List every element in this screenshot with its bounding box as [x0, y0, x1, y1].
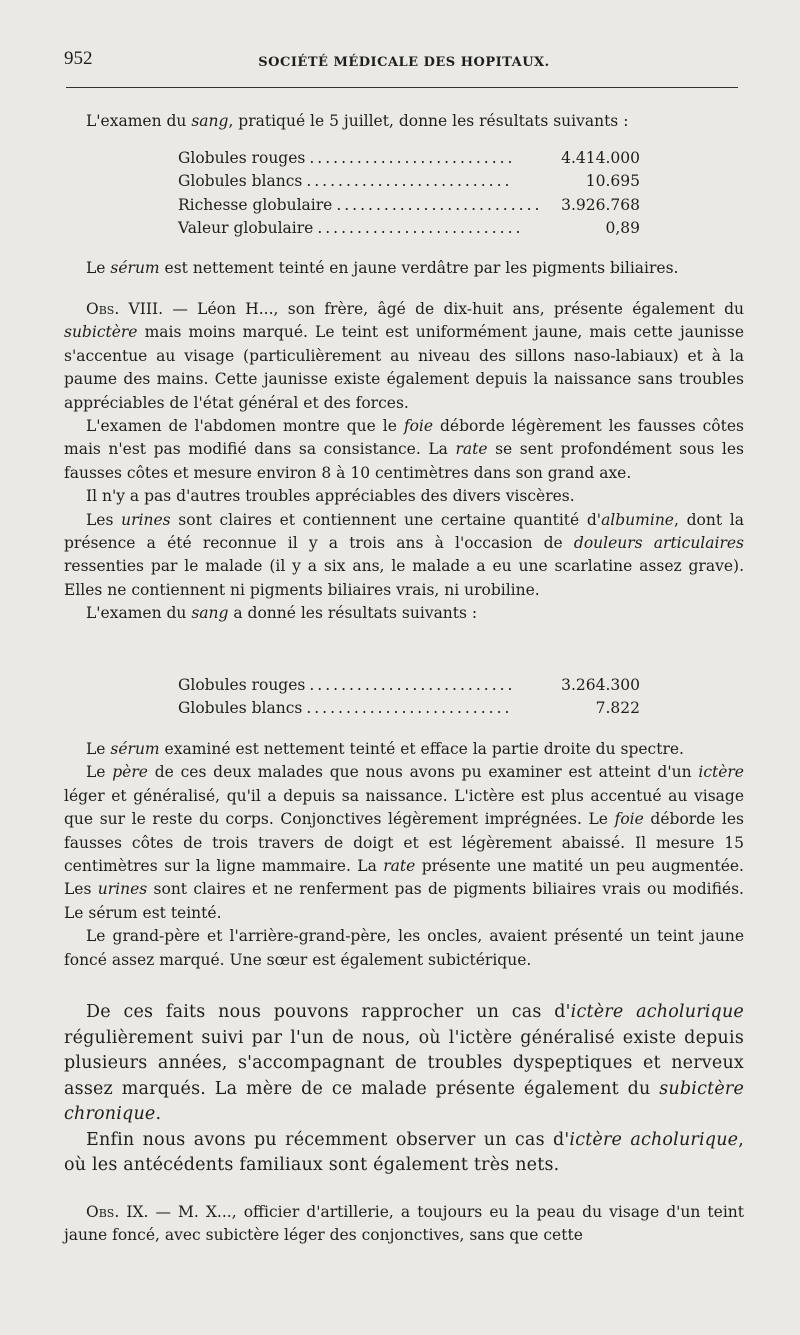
row-label: Globules rouges — [178, 676, 306, 694]
text-run: déborde légèrement les fausses côtes mais n'est pas modifié dans sa consistance. La — [64, 417, 744, 459]
italic-term: ictère acholurique — [569, 1129, 739, 1150]
italic-term: sang — [191, 112, 229, 130]
table-row — [178, 697, 640, 720]
observation-viii — [64, 298, 744, 626]
row-label: Globules blancs — [178, 699, 303, 718]
table-row — [178, 674, 640, 697]
text-run: — M. X..., officier d'artillerie, a toujours eu la peau du visage d'un teint jaune foncé, avec subictère léger des conjonctives, sans que cette — [64, 1203, 744, 1245]
dot-leader: .......................... — [336, 195, 543, 214]
row-label: Globules blancs — [178, 172, 303, 191]
dot-leader: .......................... — [309, 676, 516, 694]
italic-term: sérum — [110, 740, 160, 758]
italic-term: père — [112, 763, 148, 782]
dot-leader: .......................... — [306, 172, 513, 191]
italic-term: foie — [403, 417, 434, 436]
text-run: De ces faits nous pouvons rapprocher un cas d' — [86, 1002, 571, 1022]
paragraph-family-history — [64, 738, 744, 972]
italic-term: subictère — [64, 323, 138, 342]
blood-results-table-1 — [178, 147, 640, 241]
dot-leader: .......................... — [309, 149, 516, 167]
text-run: examiné est nettement teinté et efface la partie droite du spectre. — [159, 740, 684, 758]
row-value: 3.926.768 — [561, 195, 640, 214]
text-run: est nettement teinté en jaune verdâtre par les pigments biliaires. — [159, 259, 679, 277]
text-run: Les — [86, 510, 122, 529]
italic-term: douleurs articulaires — [573, 534, 744, 553]
text-run: mais moins marqué. Le teint est uniformément jaune, mais cette jaunisse s'accentue au visage (particulièrement au niveau des sillons naso-labiaux) et à la paume des mains. Cette jaunisse existe également depuis la naissance sans troubles appréciables de l'état général et des forces. — [64, 323, 744, 412]
italic-term: urines — [121, 510, 171, 529]
text-run: Le — [86, 259, 111, 277]
italic-term: ictère — [698, 763, 744, 782]
text-run: régulièrement suivi par l'un de nous, où l'ictère généralisé existe depuis plusieurs années, s'accompagnant de troubles dyspeptiques et nerveux assez marqués. La mère de ce malade présente également du — [64, 1027, 744, 1099]
page-number: 952 — [64, 48, 93, 69]
text-run: Le — [86, 740, 111, 758]
text-run: . — [155, 1104, 162, 1124]
italic-term: rate — [383, 857, 416, 876]
paragraph-acholuric-cases — [64, 1000, 744, 1179]
text-paragraph: Le grand-père et l'arrière-grand-père, les oncles, avaient présenté un teint jaune foncé assez marqué. Une sœur est également subictérique. — [64, 927, 744, 969]
table-row — [178, 170, 640, 193]
italic-term: subictère chronique — [64, 1078, 744, 1124]
text-run: a donné les résultats suivants : — [228, 604, 478, 623]
italic-term: sang — [191, 604, 229, 623]
row-value: 4.414.000 — [561, 149, 640, 167]
text-run: sont claires et ne renferment pas de pigments biliaires vrais ou modifiés. Le sérum est teinté. — [64, 880, 744, 922]
observation-label: Obs. VIII. — [86, 300, 164, 318]
italic-term: albumine — [601, 510, 674, 529]
text-run: Le — [86, 763, 113, 782]
paragraph-serum-1 — [64, 257, 744, 280]
row-label: Richesse globulaire — [178, 195, 333, 214]
blood-results-table-2 — [178, 674, 640, 721]
text-run: L'examen de l'abdomen montre que le — [86, 417, 404, 436]
text-run: de ces deux malades que nous avons pu examiner est atteint d'un — [147, 763, 699, 782]
italic-term: sérum — [110, 259, 160, 277]
text-run: sont claires et contiennent une certaine quantité d' — [170, 510, 602, 529]
italic-term: urines — [97, 880, 148, 899]
row-value: 10.695 — [585, 172, 640, 191]
row-value: 7.822 — [595, 699, 640, 718]
dot-leader: .......................... — [306, 699, 513, 718]
text-run: présente une matité un peu augmentée. Les — [64, 857, 744, 899]
dot-leader: .......................... — [317, 219, 524, 238]
table-row — [178, 194, 640, 217]
text-paragraph: Il n'y a pas d'autres troubles appréciables des divers viscères. — [86, 487, 575, 506]
header-rule — [66, 87, 738, 88]
text-run: — Léon H..., son frère, âgé de dix-huit ans, présente également du — [163, 300, 745, 318]
row-value: 3.264.300 — [561, 676, 640, 694]
text-run: L'examen du — [86, 112, 192, 130]
text-run: , pratiqué le 5 juillet, donne les résultats suivants : — [228, 112, 629, 130]
italic-term: ictère acholurique — [570, 1002, 744, 1022]
italic-term: foie — [614, 810, 644, 829]
text-run: léger et généralisé, qu'il a depuis sa naissance. L'ictère est plus accentué au visage que sur le reste du corps. Conjonctives légèrement imprégnées. Le — [64, 786, 744, 829]
table-row — [178, 217, 640, 240]
text-run: se sent profondément sous les fausses côtes et mesure environ 8 à 10 centimètres dans son grand axe. — [64, 440, 744, 482]
text-run: , où les antécédents familiaux sont également très nets. — [64, 1129, 744, 1175]
italic-term: rate — [455, 440, 488, 459]
row-value: 0,89 — [605, 219, 640, 238]
observation-ix — [64, 1201, 744, 1248]
row-label: Globules rouges — [178, 149, 306, 167]
paragraph-blood-exam-intro — [64, 110, 744, 133]
table-row — [178, 147, 640, 170]
text-run: , dont la présence a été reconnue il y a trois ans à l'occasion de — [64, 510, 744, 553]
page-header — [64, 44, 744, 74]
text-run: ressenties par le malade (il y a six ans, le malade a eu une scarlatine assez grave). Elles ne contiennent ni pigments biliaires vrais, ni urobiline. — [64, 557, 744, 599]
text-run: L'examen du — [86, 604, 192, 623]
observation-label: Obs. IX. — [86, 1203, 149, 1221]
running-title: SOCIÉTÉ MÉDICALE DES HOPITAUX. — [258, 55, 550, 70]
text-run: Enfin nous avons pu récemment observer un cas d' — [86, 1129, 570, 1150]
row-label: Valeur globulaire — [178, 219, 314, 238]
text-run: déborde les fausses côtes de trois travers de doigt et est légèrement abaissé. Il mesure 15 centimètres sur la ligne mammaire. La — [64, 810, 744, 876]
